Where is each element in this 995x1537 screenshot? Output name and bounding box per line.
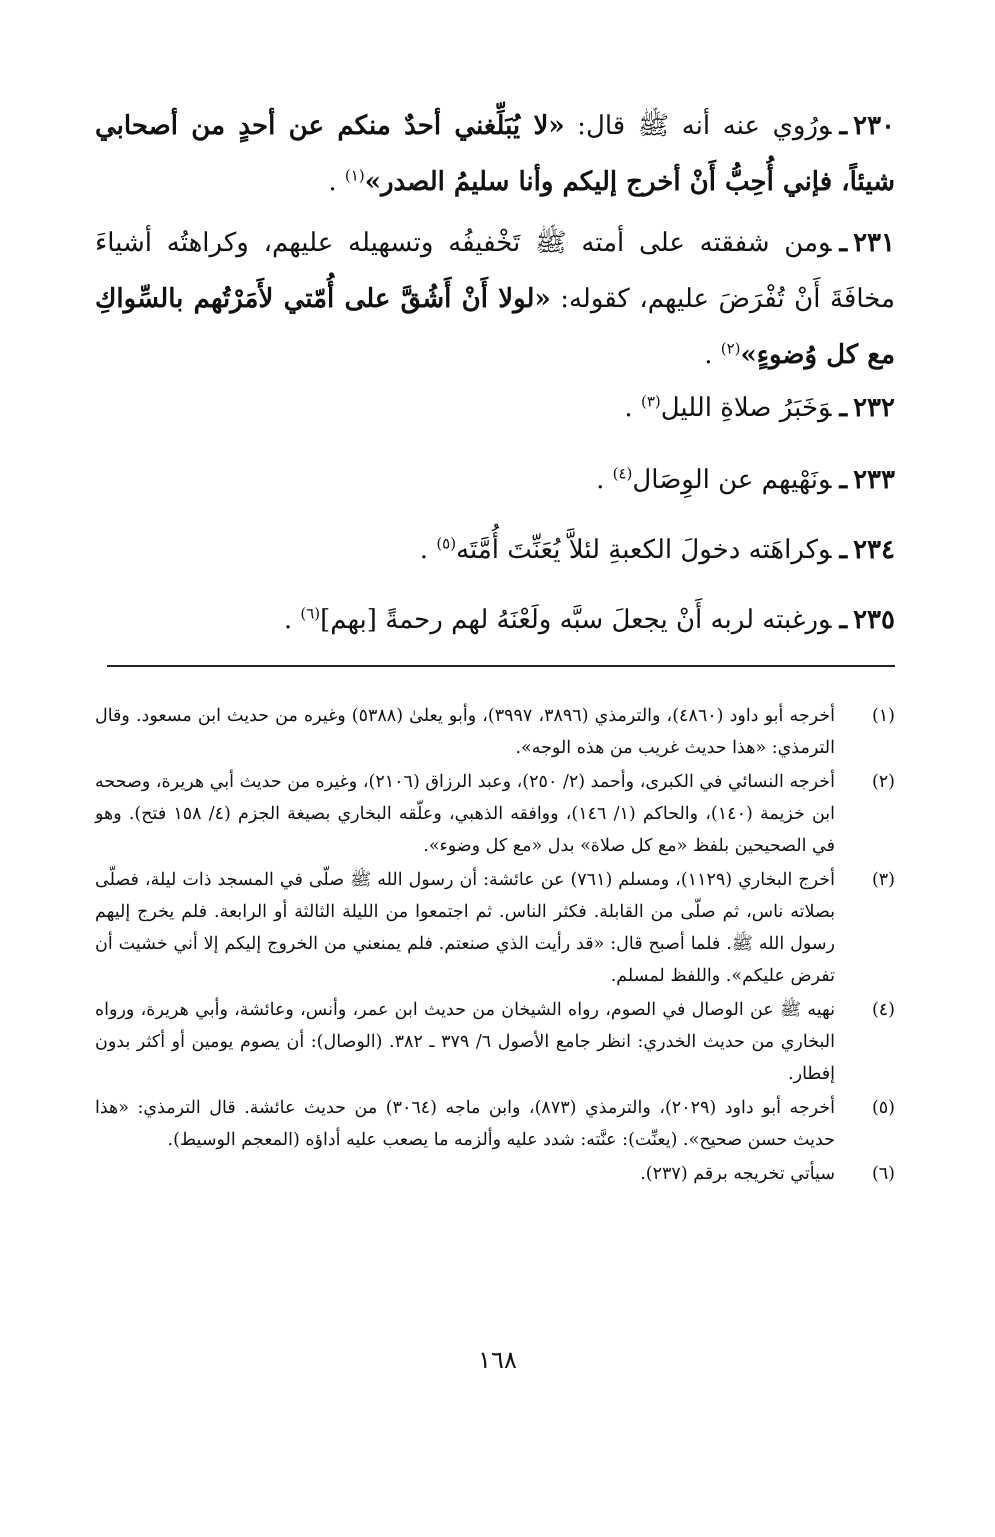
hadith-quote: «لا يُبَلِّغني أحدٌ منكم عن أحدٍ من أصحابي شيئاً، فإني أُحِبُّ أَنْ أخرج إليكم وأنا سليمُ الصدر» bbox=[95, 111, 895, 197]
footnote-text: أخرجه النسائي في الكبرى، وأحمد (٢/ ٢٥٠)، وعبد الرزاق (٢١٠٦)، وغيره من حديث أبي هريرة، وصححه ابن خزيمة (١٤٠)، والحاكم (١/ ١٤٦)، ووافقه الذهبي، وعلّقه البخاري بصيغة الجزم (٤/ ١٥٨ فتح). وهو في الصحيحين بلفظ «مع كل صلاة» بدل «مع كل وضوء». bbox=[95, 772, 836, 856]
paragraph-text: وَخَبَرُ صلاةِ الليل bbox=[660, 393, 832, 423]
paragraph-number: ٢٣٣ bbox=[853, 465, 895, 495]
footnote-2 bbox=[95, 766, 895, 862]
page-number: ١٦٨ bbox=[478, 1346, 517, 1374]
paragraph-232: ٢٣٢ـوَخَبَرُ صلاةِ الليل$^{(٣)}$ . bbox=[624, 392, 895, 423]
footnote-ref: (١) bbox=[344, 166, 365, 185]
footnote-text: نهيه ﷺ عن الوصال في الصوم، رواه الشيخان من حديث ابن عمر، وأنس، وعائشة، وأبي هريرة، ورواه البخاري من حديث الخدري: انظر جامع الأصول ٦/ ٣٧٩ ـ ٣٨٢. (الوصال): أن يصوم يومين أو أكثر بدون إفطار. bbox=[95, 1000, 835, 1084]
paragraph-231: ٢٣١ـومن شفقته على أمته ﷺ تَخْفيفُه وتسهيله عليهم، وكراهتُه أشياءَ مخافَةَ أَنْ تُفْرَضَ عليهم، كقوله: «لولا أَنْ أَشُقَّ على أُمّتي لأَمَرْتُهم بالسِّواكِ مع كل وُضوءٍ»$^{(٢)}$ . bbox=[95, 228, 895, 370]
paragraph-233: ٢٣٣ـونَهْيهم عن الوِصَال$^{(٤)}$ . bbox=[596, 464, 895, 495]
footnote-ref: (٥) bbox=[436, 534, 457, 553]
footnote-1 bbox=[95, 700, 895, 764]
footnote-ref: (٣) bbox=[640, 392, 661, 411]
footnote-text: أخرج البخاري (١١٢٩)، ومسلم (٧٦١) عن عائشة: أن رسول الله ﷺ صلّى في المسجد ذات ليلة، فصلّى بصلاته ناس، ثم صلّى من القابلة. فكثر الناس. ثم اجتمعوا من الليلة الثالثة أو الرابعة. فلم يخرج إليهم رسول الله ﷺ. فلما أصبح قال: «قد رأيت الذي صنعتم. فلم يمنعني من الخروج إليكم إلا أني خشيت أن تفرض عليكم». واللفظ لمسلم. bbox=[95, 870, 835, 986]
footnote-ref: (٢) bbox=[720, 339, 741, 358]
paragraph-number: ٢٣٥ bbox=[853, 605, 895, 635]
paragraph-text: ورُوي عنه أنه ﷺ قال: bbox=[564, 111, 832, 141]
paragraph-number: ٢٣٤ bbox=[853, 535, 895, 565]
footnote-mark: (٤) bbox=[871, 1000, 895, 1020]
footnote-mark: (٦) bbox=[871, 1164, 895, 1184]
footnote-6 bbox=[95, 1158, 895, 1190]
footnote-text: سيأتي تخريجه برقم (٢٣٧). bbox=[640, 1164, 835, 1184]
paragraph-number: ٢٣٢ bbox=[853, 393, 895, 423]
footnote-mark: (٢) bbox=[871, 772, 895, 792]
paragraph-235: ٢٣٥ـورغبته لربه أَنْ يجعلَ سبَّه ولَعْنَهُ لهم رحمةً [بهم]$^{(٦)}$ . bbox=[283, 604, 895, 635]
paragraph-230: ٢٣٠ـورُوي عنه أنه ﷺ قال: «لا يُبَلِّغني أحدٌ منكم عن أحدٍ من أصحابي شيئاً، فإني أُحِبُّ أَنْ أخرج إليكم وأنا سليمُ الصدر»$^{(١)}$ . bbox=[95, 111, 896, 197]
paragraph-number: ٢٣١ bbox=[853, 228, 895, 258]
footnote-text: أخرجه أبو داود (٢٠٢٩)، والترمذي (٨٧٣)، وابن ماجه (٣٠٦٤) من حديث عائشة. قال الترمذي: «هذا حديث حسن صحيح». (يعنِّت): عنَّته: شدد عليه وألزمه ما يصعب عليه أداؤه (المعجم الوسيط). bbox=[95, 1098, 835, 1150]
footnote-5 bbox=[95, 1092, 895, 1156]
footnote-separator bbox=[107, 665, 895, 667]
paragraph-text: وكراهَته دخولَ الكعبةِ لئلاَّ يُعَنِّتَ أُمَّتَه bbox=[456, 535, 832, 565]
footnote-ref: (٦) bbox=[300, 604, 321, 623]
paragraph-number: ٢٣٠ bbox=[853, 111, 896, 141]
footnote-4 bbox=[95, 994, 895, 1090]
footnote-mark: (٣) bbox=[871, 870, 895, 890]
paragraph-234: ٢٣٤ـوكراهَته دخولَ الكعبةِ لئلاَّ يُعَنِّتَ أُمَّتَه$^{(٥)}$ . bbox=[419, 534, 895, 565]
footnote-mark: (١) bbox=[871, 706, 895, 726]
footnotes-section bbox=[95, 700, 895, 1192]
paragraph-text: ومن شفقته على أمته ﷺ تَخْفيفُه وتسهيله عليهم، وكراهتُه أشياءَ مخافَةَ أَنْ تُفْرَضَ عليهم، كقوله: bbox=[95, 228, 895, 314]
footnote-ref: (٤) bbox=[612, 464, 633, 483]
paragraph-text: ورغبته لربه أَنْ يجعلَ سبَّه ولَعْنَهُ لهم رحمةً [بهم] bbox=[320, 605, 832, 635]
paragraph-text: ونَهْيهم عن الوِصَال bbox=[632, 465, 832, 495]
footnote-text: أخرجه أبو داود (٤٨٦٠)، والترمذي (٣٨٩٦، ٣٩٩٧)، وأبو يعلىٰ (٥٣٨٨) وغيره من حديث ابن مسعود. وقال الترمذي: «هذا حديث غريب من هذه الوجه». bbox=[95, 706, 835, 758]
hadith-quote: «لولا أَنْ أَشُقَّ على أُمّتي لأَمَرْتُهم بالسِّواكِ مع كل وُضوءٍ» bbox=[95, 284, 895, 370]
footnote-mark: (٥) bbox=[871, 1098, 895, 1118]
footnote-3 bbox=[95, 864, 895, 992]
